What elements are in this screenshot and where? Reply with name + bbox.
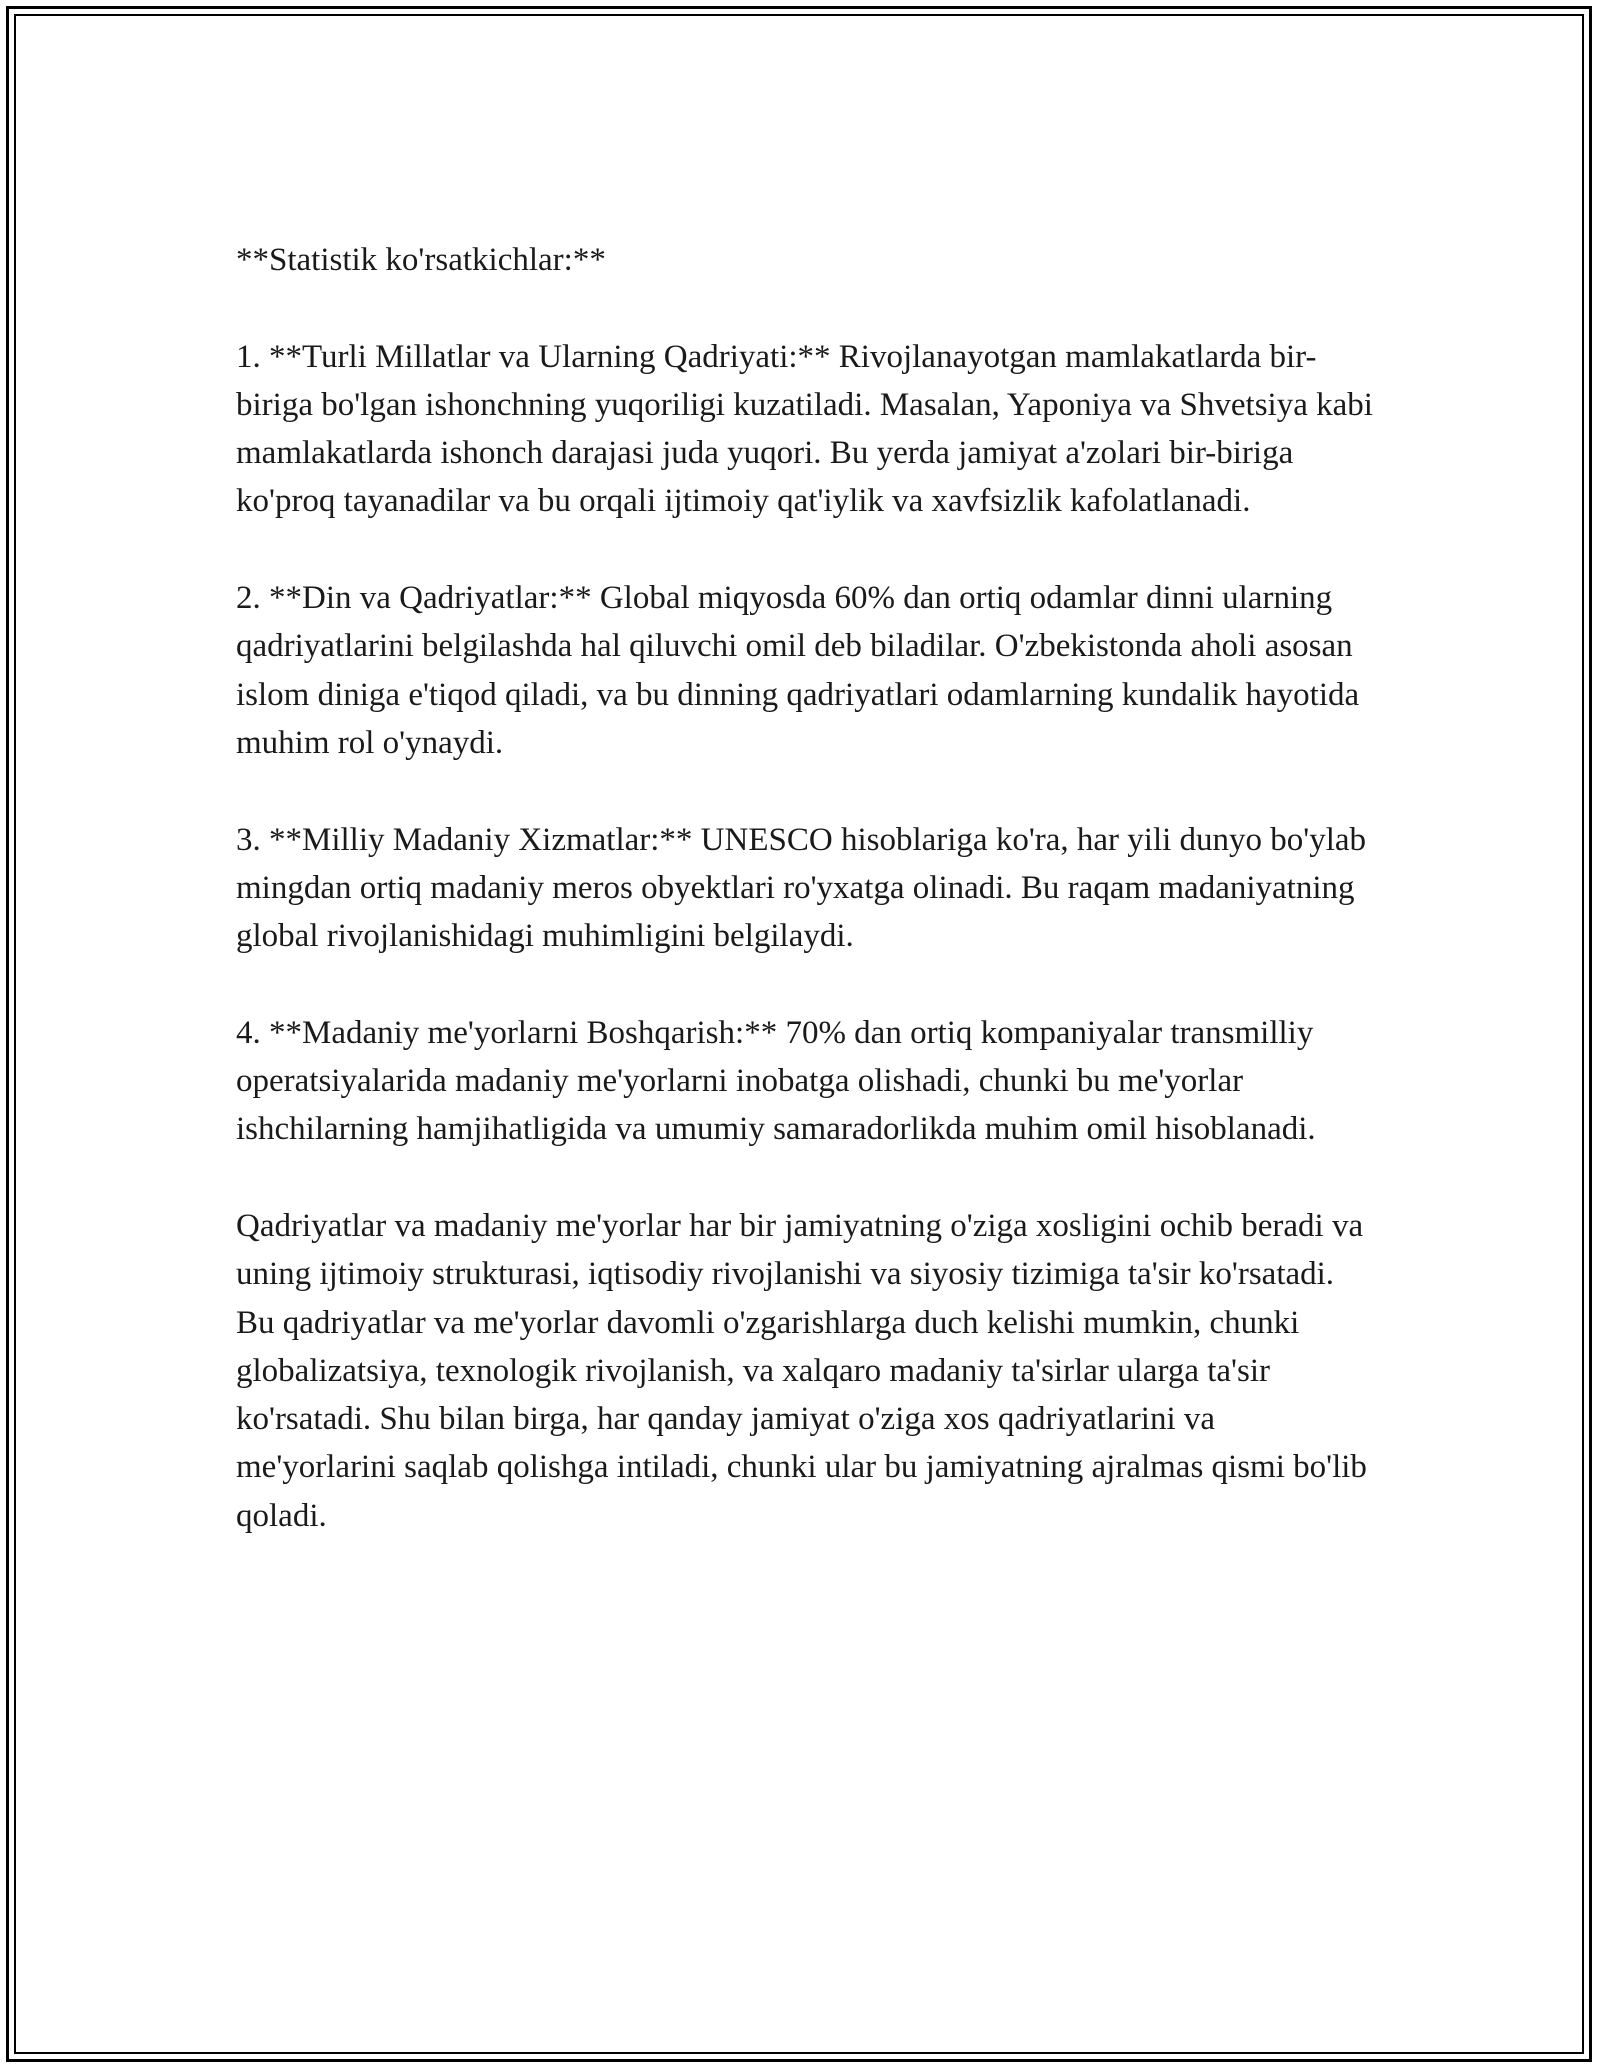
paragraph-national-cultural-services: 3. **Milliy Madaniy Xizmatlar:** UNESCO hisoblariga ko'ra, har yili dunyo bo'ylab mingdan ortiq madaniy meros obyektlari ro'yxatga olinadi. Bu raqam madaniyatning global rivojlanishidagi muhimligini belgilaydi.: [236, 821, 1367, 955]
paragraph-religion-values: 2. **Din va Qadriyatlar:** Global miqyosda 60% dan ortiq odamlar dinni ularning qadriyatlarini belgilashda hal qiluvchi omil deb biladilar. O'zbekistonda aholi asosan islom diniga e'tiqod qiladi, va bu dinning qadriyatlari odamlarning kundalik hayotida muhim rol o'ynaydi.: [236, 580, 1360, 761]
section-heading: **Statistik ko'rsatkichlar:**: [236, 242, 606, 278]
document-body: [236, 236, 1376, 1588]
paragraph-trust-statistics: 1. **Turli Millatlar va Ularning Qadriyati:** Rivojlanayotgan mamlakatlarda bir-biriga bo'lgan ishonchning yuqoriligi kuzatiladi. Masalan, Yaponiya va Shvetsiya kabi mamlakatlarda ishonch darajasi juda yuqori. Bu yerda jamiyat a'zolari bir-biriga ko'proq tayanadilar va bu orqali ijtimoiy qat'iylik va xavfsizlik kafolatlanadi.: [236, 338, 1373, 520]
paragraph-cultural-norms-management: 4. **Madaniy me'yorlarni Boshqarish:** 70% dan ortiq kompaniyalar transmilliy operatsiyalarida madaniy me'yorlarni inobatga olishadi, chunki bu me'yorlar ishchilarning hamjihatligida va umumiy samaradorlikda muhim omil hisoblanadi.: [236, 1014, 1316, 1148]
paragraph-conclusion: Qadriyatlar va madaniy me'yorlar har bir jamiyatning o'ziga xosligini ochib beradi va uning ijtimoiy strukturasi, iqtisodiy rivojlanishi va siyosiy tizimiga ta'sir ko'rsatadi. Bu qadriyatlar va me'yorlar davomli o'zgarishlarga duch kelishi mumkin, chunki globalizatsiya, texnologik rivojlanish, va xalqaro madaniy ta'sirlar ularga ta'sir ko'rsatadi. Shu bilan birga, har qanday jamiyat o'ziga xos qadriyatlarini va me'yorlarini saqlab qolishga intiladi, chunki ular bu jamiyatning ajralmas qismi bo'lib qoladi.: [236, 1207, 1367, 1534]
